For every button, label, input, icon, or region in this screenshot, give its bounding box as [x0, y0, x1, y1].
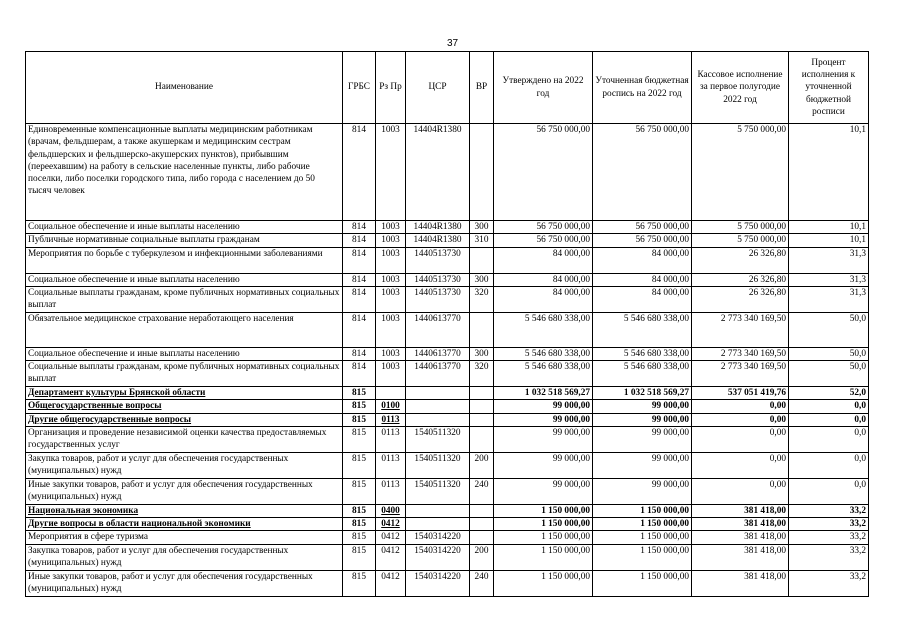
cell-refined: 56 750 000,00	[593, 234, 692, 247]
cell-percent: 52,0	[789, 387, 869, 400]
table-row	[26, 518, 869, 531]
cell-percent: 10,1	[789, 221, 869, 234]
cell-csr	[406, 518, 470, 531]
cell-name: Организация и проведение независимой оценки качества предоставляемых государственных услуг	[26, 426, 343, 452]
cell-cash: 26 326,80	[692, 247, 789, 273]
header-csr: ЦСР	[406, 52, 470, 124]
cell-csr	[406, 504, 470, 517]
cell-vr: 300	[470, 221, 494, 234]
cell-csr	[406, 400, 470, 413]
cell-vr	[470, 400, 494, 413]
table-row	[26, 400, 869, 413]
table-row	[26, 286, 869, 312]
cell-percent: 31,3	[789, 286, 869, 312]
cell-rzpr: 1003	[376, 124, 406, 221]
cell-percent: 10,1	[789, 124, 869, 221]
cell-name: Иные закупки товаров, работ и услуг для обеспечения государственных (муниципальных) нужд	[26, 570, 343, 596]
table-row	[26, 426, 869, 452]
cell-cash: 2 773 340 169,50	[692, 361, 789, 387]
cell-csr: 1540511320	[406, 478, 470, 504]
cell-rzpr: 0400	[376, 504, 406, 517]
cell-percent: 0,0	[789, 426, 869, 452]
table-row	[26, 234, 869, 247]
cell-approved: 1 150 000,00	[494, 544, 593, 570]
cell-vr: 240	[470, 570, 494, 596]
table-row	[26, 312, 869, 347]
cell-name: Иные закупки товаров, работ и услуг для обеспечения государственных (муниципальных) нужд	[26, 478, 343, 504]
cell-grbs: 814	[343, 234, 376, 247]
cell-vr	[470, 247, 494, 273]
cell-cash: 0,00	[692, 452, 789, 478]
cell-vr: 320	[470, 361, 494, 387]
cell-refined: 99 000,00	[593, 413, 692, 426]
cell-grbs: 815	[343, 518, 376, 531]
cell-approved: 99 000,00	[494, 400, 593, 413]
cell-name: Социальное обеспечение и иные выплаты населению	[26, 273, 343, 286]
cell-grbs: 814	[343, 221, 376, 234]
table-row	[26, 544, 869, 570]
table-row	[26, 504, 869, 517]
cell-grbs: 814	[343, 247, 376, 273]
cell-vr	[470, 413, 494, 426]
cell-percent: 0,0	[789, 400, 869, 413]
table-row	[26, 273, 869, 286]
cell-name: Социальные выплаты гражданам, кроме публичных нормативных социальных выплат	[26, 361, 343, 387]
cell-csr: 1540511320	[406, 426, 470, 452]
cell-percent: 33,2	[789, 531, 869, 544]
cell-csr: 1540511320	[406, 452, 470, 478]
cell-cash: 0,00	[692, 426, 789, 452]
table-row	[26, 387, 869, 400]
cell-approved: 99 000,00	[494, 478, 593, 504]
cell-name: Публичные нормативные социальные выплаты гражданам	[26, 234, 343, 247]
cell-vr	[470, 426, 494, 452]
cell-percent: 50,0	[789, 312, 869, 347]
cell-csr: 1440613770	[406, 312, 470, 347]
cell-rzpr: 0113	[376, 452, 406, 478]
cell-vr: 240	[470, 478, 494, 504]
cell-grbs: 815	[343, 478, 376, 504]
cell-percent: 10,1	[789, 234, 869, 247]
table-row	[26, 361, 869, 387]
cell-csr: 1440513730	[406, 286, 470, 312]
cell-rzpr: 0113	[376, 478, 406, 504]
header-name: Наименование	[26, 52, 343, 124]
table-row	[26, 570, 869, 596]
cell-vr	[470, 518, 494, 531]
cell-csr: 1540314220	[406, 531, 470, 544]
cell-rzpr: 1003	[376, 312, 406, 347]
cell-approved: 5 546 680 338,00	[494, 312, 593, 347]
cell-cash: 26 326,80	[692, 286, 789, 312]
cell-approved: 1 150 000,00	[494, 504, 593, 517]
cell-refined: 56 750 000,00	[593, 221, 692, 234]
cell-rzpr: 0412	[376, 570, 406, 596]
cell-cash: 0,00	[692, 400, 789, 413]
cell-name: Национальная экономика	[26, 504, 343, 517]
cell-percent: 33,2	[789, 570, 869, 596]
cell-refined: 1 150 000,00	[593, 518, 692, 531]
cell-name: Закупка товаров, работ и услуг для обеспечения государственных (муниципальных) нужд	[26, 452, 343, 478]
cell-approved: 1 150 000,00	[494, 518, 593, 531]
cell-rzpr: 1003	[376, 347, 406, 360]
cell-approved: 84 000,00	[494, 247, 593, 273]
cell-rzpr: 1003	[376, 361, 406, 387]
table-row	[26, 347, 869, 360]
table-row	[26, 413, 869, 426]
cell-name: Другие общегосударственные вопросы	[26, 413, 343, 426]
cell-name: Обязательное медицинское страхование неработающего населения	[26, 312, 343, 347]
cell-approved: 5 546 680 338,00	[494, 347, 593, 360]
cell-grbs: 814	[343, 273, 376, 286]
cell-vr	[470, 504, 494, 517]
cell-rzpr: 1003	[376, 286, 406, 312]
cell-cash: 381 418,00	[692, 570, 789, 596]
cell-refined: 99 000,00	[593, 478, 692, 504]
cell-percent: 33,2	[789, 544, 869, 570]
cell-approved: 1 150 000,00	[494, 570, 593, 596]
cell-csr: 14404R1380	[406, 234, 470, 247]
cell-grbs: 815	[343, 531, 376, 544]
cell-grbs: 815	[343, 452, 376, 478]
cell-grbs: 815	[343, 504, 376, 517]
table-row	[26, 247, 869, 273]
cell-rzpr: 0113	[376, 413, 406, 426]
cell-csr: 1440513730	[406, 273, 470, 286]
cell-cash: 26 326,80	[692, 273, 789, 286]
header-vr: ВР	[470, 52, 494, 124]
cell-csr: 14404R1380	[406, 124, 470, 221]
cell-cash: 381 418,00	[692, 504, 789, 517]
cell-percent: 0,0	[789, 413, 869, 426]
cell-percent: 0,0	[789, 452, 869, 478]
cell-cash: 381 418,00	[692, 544, 789, 570]
cell-refined: 84 000,00	[593, 286, 692, 312]
cell-rzpr: 1003	[376, 221, 406, 234]
cell-refined: 1 032 518 569,27	[593, 387, 692, 400]
cell-cash: 0,00	[692, 478, 789, 504]
cell-grbs: 814	[343, 286, 376, 312]
cell-rzpr: 1003	[376, 273, 406, 286]
cell-grbs: 815	[343, 400, 376, 413]
cell-vr: 310	[470, 234, 494, 247]
budget-table	[25, 51, 869, 597]
cell-csr: 1440613770	[406, 361, 470, 387]
cell-csr: 1440513730	[406, 247, 470, 273]
cell-rzpr: 1003	[376, 247, 406, 273]
cell-refined: 1 150 000,00	[593, 531, 692, 544]
cell-name: Департамент культуры Брянской области	[26, 387, 343, 400]
cell-grbs: 814	[343, 361, 376, 387]
cell-vr	[470, 387, 494, 400]
cell-approved: 56 750 000,00	[494, 221, 593, 234]
cell-name: Мероприятия в сфере туризма	[26, 531, 343, 544]
cell-refined: 1 150 000,00	[593, 504, 692, 517]
cell-rzpr: 0412	[376, 518, 406, 531]
cell-name: Закупка товаров, работ и услуг для обеспечения государственных (муниципальных) нужд	[26, 544, 343, 570]
cell-grbs: 815	[343, 413, 376, 426]
header-cash: Кассовое исполнение за первое полугодие 2022 год	[692, 52, 789, 124]
cell-approved: 1 032 518 569,27	[494, 387, 593, 400]
cell-name: Социальное обеспечение и иные выплаты населению	[26, 221, 343, 234]
cell-csr: 1440613770	[406, 347, 470, 360]
cell-csr: 14404R1380	[406, 221, 470, 234]
cell-vr: 320	[470, 286, 494, 312]
cell-grbs: 814	[343, 124, 376, 221]
cell-refined: 1 150 000,00	[593, 544, 692, 570]
cell-cash: 2 773 340 169,50	[692, 312, 789, 347]
cell-approved: 84 000,00	[494, 273, 593, 286]
cell-csr	[406, 387, 470, 400]
cell-name: Другие вопросы в области национальной экономики	[26, 518, 343, 531]
cell-rzpr: 1003	[376, 234, 406, 247]
cell-cash: 5 750 000,00	[692, 234, 789, 247]
table-row	[26, 221, 869, 234]
cell-refined: 1 150 000,00	[593, 570, 692, 596]
cell-refined: 99 000,00	[593, 452, 692, 478]
cell-refined: 5 546 680 338,00	[593, 347, 692, 360]
cell-name: Единовременные компенсационные выплаты медицинским работникам (врачам, фельдшерам, а также акушеркам и медицинским сестрам фельдшерских и фельдшерско-акушерских пунктов), прибывшим (переехавшим) на работу в сельские населенные пункты, либо рабочие поселки, либо поселки городского типа, либо города с населением до 50 тысяч человек	[26, 124, 343, 221]
header-row	[26, 52, 869, 124]
cell-rzpr: 0412	[376, 544, 406, 570]
cell-approved: 1 150 000,00	[494, 531, 593, 544]
page-number: 37	[446, 38, 459, 49]
cell-approved: 99 000,00	[494, 413, 593, 426]
table-row	[26, 124, 869, 221]
cell-name: Социальное обеспечение и иные выплаты населению	[26, 347, 343, 360]
cell-name: Социальные выплаты гражданам, кроме публичных нормативных социальных выплат	[26, 286, 343, 312]
cell-approved: 99 000,00	[494, 426, 593, 452]
cell-rzpr: 0412	[376, 531, 406, 544]
cell-grbs: 815	[343, 570, 376, 596]
cell-name: Общегосударственные вопросы	[26, 400, 343, 413]
cell-vr: 300	[470, 347, 494, 360]
cell-vr	[470, 312, 494, 347]
header-percent: Процент исполнения к уточненной бюджетной росписи	[789, 52, 869, 124]
cell-refined: 99 000,00	[593, 400, 692, 413]
cell-name: Мероприятия по борьбе с туберкулезом и инфекционными заболеваниями	[26, 247, 343, 273]
cell-refined: 84 000,00	[593, 273, 692, 286]
cell-approved: 56 750 000,00	[494, 124, 593, 221]
cell-vr	[470, 124, 494, 221]
cell-approved: 56 750 000,00	[494, 234, 593, 247]
header-approved: Утверждено на 2022 год	[494, 52, 593, 124]
cell-rzpr: 0113	[376, 426, 406, 452]
cell-refined: 56 750 000,00	[593, 124, 692, 221]
cell-percent: 33,2	[789, 518, 869, 531]
table-body	[26, 124, 869, 597]
table-row	[26, 452, 869, 478]
cell-refined: 84 000,00	[593, 247, 692, 273]
cell-vr: 200	[470, 452, 494, 478]
cell-vr	[470, 531, 494, 544]
cell-percent: 50,0	[789, 347, 869, 360]
cell-vr: 300	[470, 273, 494, 286]
cell-cash: 2 773 340 169,50	[692, 347, 789, 360]
cell-cash: 5 750 000,00	[692, 124, 789, 221]
cell-grbs: 815	[343, 387, 376, 400]
header-refined: Уточненная бюджетная роспись на 2022 год	[593, 52, 692, 124]
table-row	[26, 478, 869, 504]
cell-cash: 381 418,00	[692, 518, 789, 531]
cell-cash: 537 051 419,76	[692, 387, 789, 400]
cell-vr: 200	[470, 544, 494, 570]
cell-refined: 99 000,00	[593, 426, 692, 452]
cell-percent: 33,2	[789, 504, 869, 517]
cell-approved: 84 000,00	[494, 286, 593, 312]
cell-grbs: 815	[343, 544, 376, 570]
cell-refined: 5 546 680 338,00	[593, 361, 692, 387]
cell-rzpr: 0100	[376, 400, 406, 413]
cell-percent: 31,3	[789, 247, 869, 273]
cell-csr: 1540314220	[406, 544, 470, 570]
cell-approved: 99 000,00	[494, 452, 593, 478]
cell-cash: 0,00	[692, 413, 789, 426]
cell-grbs: 815	[343, 426, 376, 452]
cell-percent: 50,0	[789, 361, 869, 387]
cell-grbs: 814	[343, 347, 376, 360]
cell-percent: 0,0	[789, 478, 869, 504]
header-grbs: ГРБС	[343, 52, 376, 124]
cell-cash: 381 418,00	[692, 531, 789, 544]
cell-csr: 1540314220	[406, 570, 470, 596]
cell-grbs: 814	[343, 312, 376, 347]
cell-csr	[406, 413, 470, 426]
table-row	[26, 531, 869, 544]
cell-rzpr	[376, 387, 406, 400]
cell-percent: 31,3	[789, 273, 869, 286]
cell-approved: 5 546 680 338,00	[494, 361, 593, 387]
cell-refined: 5 546 680 338,00	[593, 312, 692, 347]
header-rzpr: Рз Пр	[376, 52, 406, 124]
cell-cash: 5 750 000,00	[692, 221, 789, 234]
